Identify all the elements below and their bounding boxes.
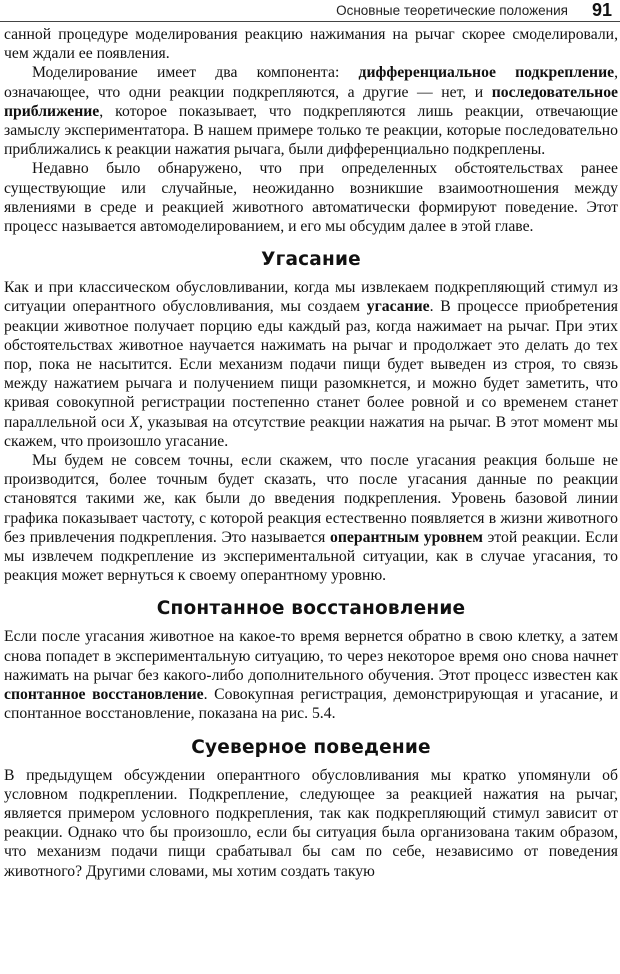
running-header	[0, 0, 620, 22]
heading-spontaneous-recovery: Спонтанное восстановление	[156, 598, 466, 620]
paragraph-superstitious-behavior: В предыдущем обсуждении оперантного обусловливания мы кратко упомянули об условном подкреплении. Подкрепление, следующее за реакцией нажатия на рычаг, является примером условного подкрепления, так как подкрепляющий стимул зависит от реакции. Однако что бы произошло, если бы ситуация была организована таким образом, что механизм подачи пищи срабатывал бы сам по себе, независимо от поведения животного? Другими словами, мы хотим создать такую	[4, 766, 618, 880]
term-extinction: угасание	[366, 298, 430, 316]
term-successive-approximation: последовательное приближение	[4, 83, 618, 120]
paragraph-text: , указывая на отсутствие реакции нажатия на рычаг. В этот момент мы скажем, что произошло угасание.	[4, 413, 618, 450]
term-operant-level: оперантным уровнем	[330, 528, 483, 546]
paragraph-extinction	[4, 278, 618, 451]
paragraph-text: Как и при классическом обусловливании, когда мы извлекаем подкрепляющий стимул из ситуации оперантного обусловливания, мы создаем	[4, 279, 618, 316]
paragraph-text: этой реакции. Если мы извлечем подкрепление из экспериментальной ситуации, как в случае угасания, то реакция может вернуться к своему оперантному уровню.	[4, 528, 618, 585]
paragraph-automodeling: Недавно было обнаружено, что при определенных обстоятельствах ранее существующие или случайные, неожиданно возникшие взаимоотношения между явлениями в среде и реакцией животного автоматически формируют поведение. Этот процесс называется автомоделированием, и его мы обсудим далее в этой главе.	[4, 160, 618, 236]
paragraph-text: Мы будем не совсем точны, если скажем, что после угасания реакция больше не производится, более точным будет сказать, что после угасания данные по реакции становятся такими же, как были до введения подкрепления. Уровень базовой линии графика показывает частоту, с которой реакция естественно появляется в жизни животного без привлечения подкрепления. Это называется	[4, 452, 618, 546]
paragraph-continued: санной процедуре моделирования реакцию нажимания на рычаг скорее смоделировали, чем ждали ее появления.	[4, 26, 618, 63]
paragraph-operant-level	[4, 451, 618, 585]
heading-extinction: Угасание	[261, 249, 361, 271]
paragraph-text: Если после угасания животное на какое-то время вернется обратно в свою клетку, а затем снова попадет в экспериментальную ситуацию, то через некоторое время оно снова начнет нажимать на рычаг без какого-либо дополнительного обучения. Этот процесс известен как	[4, 628, 618, 684]
paragraph-text: , которое показывает, что подкрепляются лишь реакции, отвечающие замыслу экспериментатора. В нашем примере только те реакции, которые последовательно приближались к реакции нажатия рычага, были дифференциально подкреплены.	[4, 102, 618, 159]
running-header-title: Основные теоретические положения	[336, 3, 568, 18]
paragraph-text: . В процессе приобретения реакции животное получает порцию еды каждый раз, когда нажимает на рычаг. При этих обстоятельствах животное научается нажимать на рычаг и продолжает это делать до тех пор, пока не насытится. Если механизм подачи пищи будет выведен из строя, то связь между нажатием рычага и получением пищи разомкнется, и можно будет заметить, что кривая совокупной регистрации постепенно станет более ровной и со временем станет параллельной оси	[4, 298, 619, 431]
header-rule	[0, 21, 620, 22]
term-differential-reinforcement: дифференциальное подкрепление	[358, 64, 615, 82]
paragraph-text: . Совокупная регистрация, демонстрирующая и угасание, и спонтанное восстановление, показана на рис. 5.4.	[4, 686, 619, 723]
page-number: 91	[591, 0, 612, 20]
axis-x-label: X	[129, 413, 139, 431]
page-body	[4, 25, 618, 881]
term-spontaneous-recovery: спонтанное восстановление	[4, 686, 204, 704]
heading-superstitious-behavior: Суеверное поведение	[191, 736, 431, 758]
paragraph-text: , означающее, что одни реакции подкрепляются, а другие — нет, и	[4, 64, 618, 101]
paragraph-spontaneous-recovery	[4, 627, 618, 723]
paragraph-text: Моделирование имеет два компонента:	[32, 64, 359, 82]
paragraph-modeling	[4, 63, 618, 159]
